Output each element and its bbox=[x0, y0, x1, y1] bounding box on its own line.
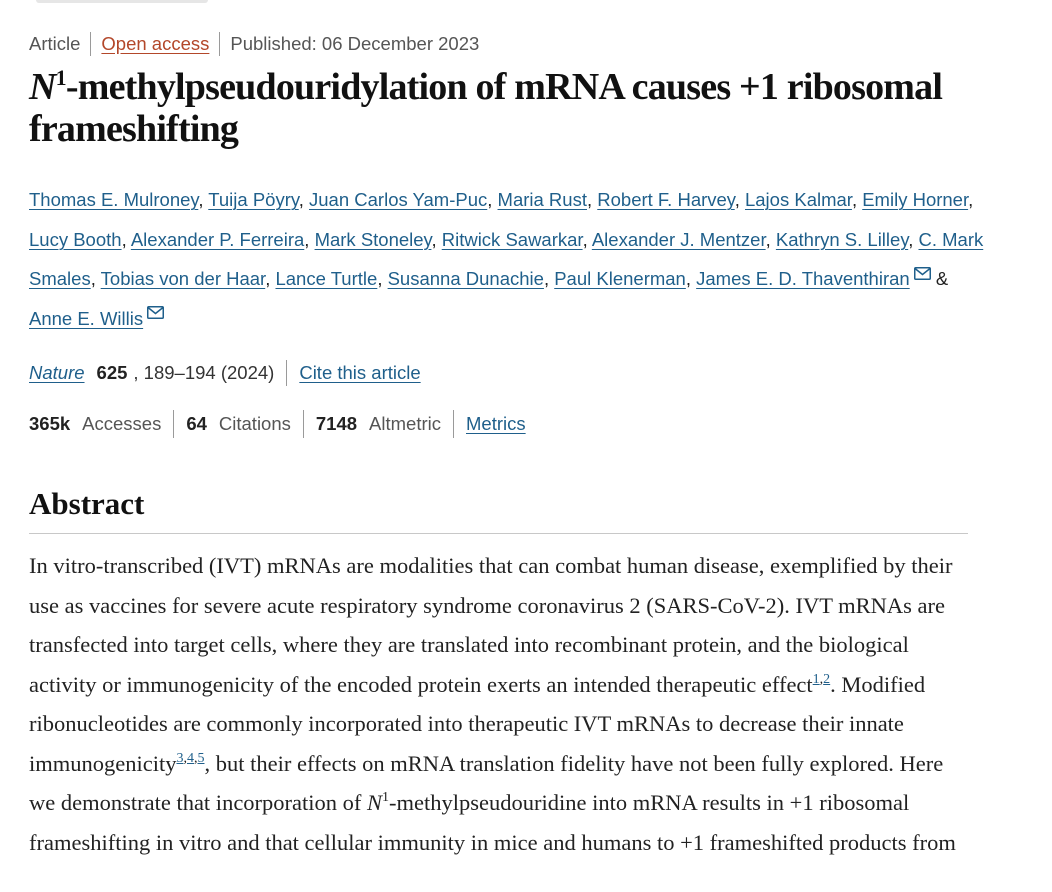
author-link[interactable]: C. Mark Smales bbox=[29, 228, 984, 289]
article-title bbox=[29, 66, 989, 150]
author-link[interactable]: Robert F. Harvey bbox=[597, 189, 735, 210]
author-link[interactable]: Kathryn S. Lilley bbox=[775, 228, 909, 250]
title-text: -methylpseudouridylation of mRNA causes +1 ribosomal frameshifting bbox=[29, 66, 943, 150]
journal-pages: , 189–194 (2024) bbox=[133, 362, 275, 383]
browser-tab-edge bbox=[36, 0, 208, 3]
abstract-part: . Modified ribonucleotides are commonly incorporated into therapeutic IVT mRNAs to decrease their innate immunogenicity bbox=[29, 671, 926, 776]
article-meta bbox=[29, 32, 479, 56]
email-icon[interactable] bbox=[147, 306, 164, 319]
abstract-part: , but their effects on mRNA translation fidelity have not been fully explored. Here we demonstrate that incorporation of bbox=[29, 750, 944, 815]
author-link[interactable]: Susanna Dunachie bbox=[387, 268, 544, 289]
abstract-superscript: 1 bbox=[382, 790, 390, 805]
abstract-part: In vitro-transcribed (IVT) mRNAs are modalities that can combat human disease, exemplified by their use as vaccines for severe acute respiratory syndrome coronavirus 2 (SARS-CoV-2). IVT mRNAs are transfected into target cells, where they are translated into recombinant protein, and the biological activity or immunogenicity of the encoded protein exerts an intended therapeutic effect bbox=[29, 553, 953, 697]
author-link[interactable]: Mark Stoneley bbox=[314, 228, 432, 250]
article-type: Article bbox=[29, 33, 81, 54]
reference-superscript: 1,2 bbox=[812, 671, 831, 687]
abstract-part: -methylpseudouridine into mRNA results in +1 ribosomal frameshifting in vitro and that cellular immunity in mice and humans to +1 frameshifted products from bbox=[29, 790, 956, 855]
accesses-count: 365k bbox=[29, 413, 71, 434]
author-link[interactable]: Alexander P. Ferreira bbox=[130, 228, 305, 250]
citations-count: 64 bbox=[186, 413, 207, 434]
altmetric-score: 7148 bbox=[315, 413, 358, 434]
abstract-heading: Abstract bbox=[29, 486, 145, 521]
reference-link[interactable]: 3 bbox=[176, 750, 184, 766]
author-link[interactable]: Emily Horner bbox=[862, 189, 969, 210]
citation-row bbox=[29, 360, 421, 386]
title-superscript: 1 bbox=[55, 65, 66, 90]
author-list: Thomas E. Mulroney, Tuija Pöyry, Juan Carlos Yam-Puc, Maria Rust, Robert F. Harvey, Lajos Kalmar, Emily Horner, Lucy Booth, Alexander P. Ferreira, Mark Stoneley, Ritwick Sawarkar, Alexander J. Mentzer, Kathryn S. Lilley, C. Mark Smales, Tobias von der Haar, Lance Turtle, Susanna Dunachie, Paul Klenerman, James E. D. Thaventhiran & Anne E. Willis bbox=[29, 189, 984, 329]
author-link[interactable]: Lajos Kalmar bbox=[744, 189, 852, 210]
reference-superscript: 3,4,5 bbox=[176, 750, 205, 766]
author-link[interactable]: Maria Rust bbox=[497, 189, 587, 210]
author-link[interactable]: James E. D. Thaventhiran bbox=[696, 268, 910, 289]
reference-link[interactable]: 1 bbox=[812, 671, 820, 687]
reference-link[interactable]: 2 bbox=[823, 671, 831, 687]
abstract-divider bbox=[29, 533, 968, 534]
metrics-link[interactable]: Metrics bbox=[466, 413, 526, 434]
altmetric-label: Altmetric bbox=[369, 413, 441, 434]
author-link[interactable]: Tuija Pöyry bbox=[208, 189, 299, 210]
author-link[interactable]: Juan Carlos Yam-Puc bbox=[309, 189, 488, 210]
divider bbox=[90, 32, 91, 56]
divider bbox=[453, 410, 454, 438]
accesses-label: Accesses bbox=[82, 413, 162, 434]
title-italic-letter: N bbox=[29, 66, 56, 108]
author-link[interactable]: Lance Turtle bbox=[275, 268, 378, 289]
author-link[interactable]: Paul Klenerman bbox=[554, 268, 686, 289]
authors-ampersand: & bbox=[935, 268, 949, 289]
abstract-text bbox=[29, 546, 974, 862]
citations-label: Citations bbox=[218, 413, 291, 434]
author-link[interactable]: Ritwick Sawarkar bbox=[441, 228, 583, 250]
divider bbox=[303, 410, 304, 438]
journal-link[interactable]: Nature bbox=[29, 362, 85, 383]
author-link[interactable]: Thomas E. Mulroney bbox=[29, 189, 199, 210]
metrics-row bbox=[29, 410, 526, 438]
published-date: Published: 06 December 2023 bbox=[230, 33, 480, 54]
divider bbox=[219, 32, 220, 56]
journal-volume: 625 bbox=[96, 362, 128, 383]
reference-link[interactable]: 5 bbox=[197, 750, 205, 766]
divider bbox=[173, 410, 174, 438]
abstract-italic-letter: N bbox=[367, 790, 383, 815]
reference-link[interactable]: 4 bbox=[186, 750, 194, 766]
author-link[interactable]: Tobias von der Haar bbox=[100, 268, 266, 289]
open-access-link[interactable]: Open access bbox=[101, 33, 210, 54]
divider bbox=[286, 360, 287, 386]
author-link[interactable]: Alexander J. Mentzer bbox=[591, 228, 766, 250]
email-icon[interactable] bbox=[914, 267, 931, 280]
author-link[interactable]: Anne E. Willis bbox=[29, 307, 144, 329]
cite-article-link[interactable]: Cite this article bbox=[299, 362, 421, 383]
author-link[interactable]: Lucy Booth bbox=[29, 228, 122, 250]
